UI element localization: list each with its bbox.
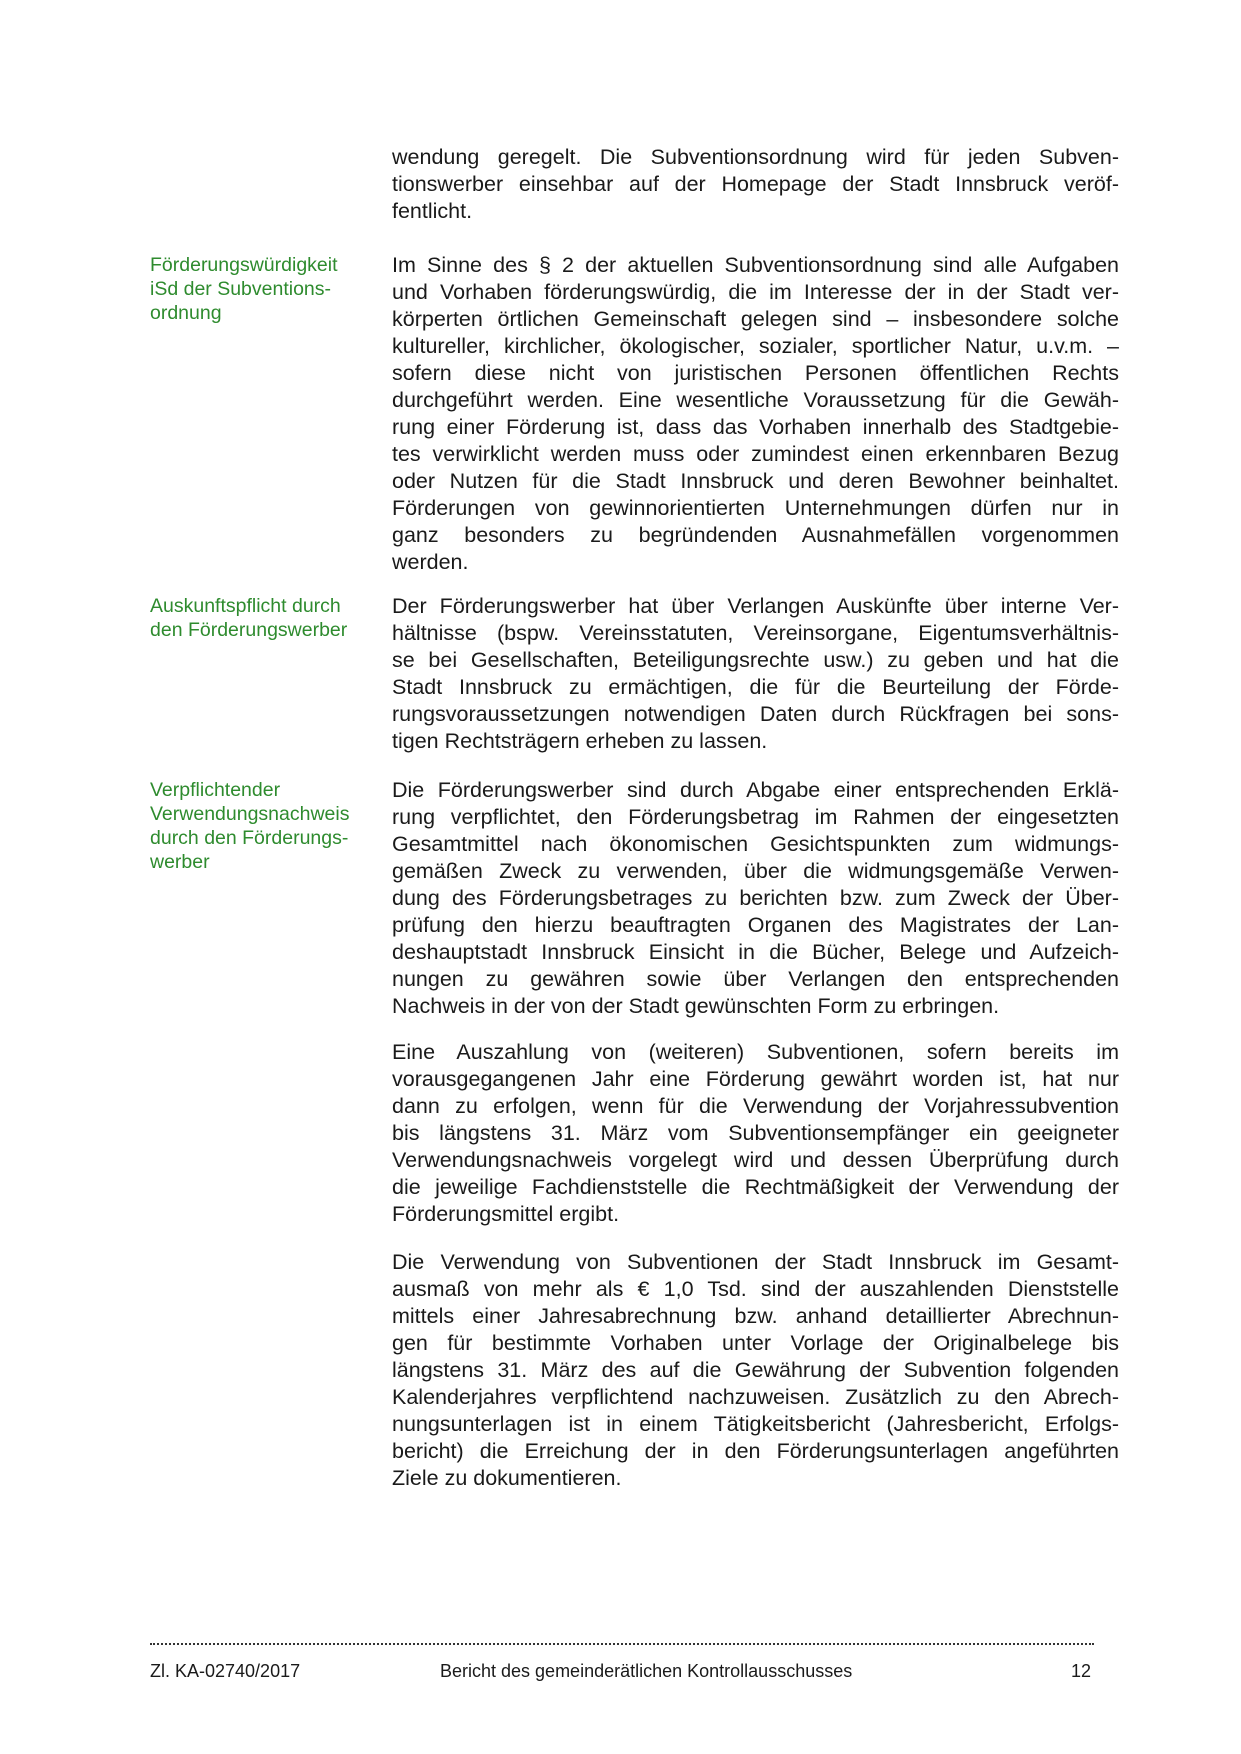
body-line: Nachweis in der von der Stadt gewünschten Form zu erbringen. bbox=[392, 994, 1000, 1018]
margin-note bbox=[150, 778, 370, 874]
section-body bbox=[392, 1039, 1119, 1228]
body-line: Eine Auszahlung von (weiteren) Subventionen, sofern bereits im bbox=[392, 1040, 1119, 1064]
body-line: Förderungsmittel ergibt. bbox=[392, 1202, 620, 1226]
margin-note-line: den Förderungswerber bbox=[150, 619, 348, 641]
body-line: Förderungen von gewinnorientierten Unternehmungen dürfen nur in bbox=[392, 496, 1119, 520]
section-body bbox=[392, 144, 1119, 225]
margin-note-line: Förderungswürdigkeit bbox=[150, 254, 338, 276]
margin-note bbox=[150, 253, 370, 325]
body-line: bericht) die Erreichung der in den Förderungsunterlagen angeführten bbox=[392, 1439, 1119, 1463]
body-line: rung verpflichtet, den Förderungsbetrag im Rahmen der eingesetzten bbox=[392, 805, 1119, 829]
body-line: se bei Gesellschaften, Beteiligungsrechte usw.) zu geben und hat die bbox=[392, 648, 1119, 672]
body-line: dann zu erfolgen, wenn für die Verwendung der Vorjahressubvention bbox=[392, 1094, 1119, 1118]
body-line: die jeweilige Fachdienststelle die Rechtmäßigkeit der Verwendung der bbox=[392, 1175, 1119, 1199]
body-line: rungsvoraussetzungen notwendigen Daten durch Rückfragen bei sons- bbox=[392, 702, 1119, 726]
body-line: tionswerber einsehbar auf der Homepage der Stadt Innsbruck veröf- bbox=[392, 172, 1119, 196]
body-line: mittels einer Jahresabrechnung bzw. anhand detaillierter Abrechnun- bbox=[392, 1304, 1119, 1328]
body-line: deshauptstadt Innsbruck Einsicht in die Bücher, Belege und Aufzeich- bbox=[392, 940, 1119, 964]
body-line: und Vorhaben förderungswürdig, die im Interesse der in der Stadt ver- bbox=[392, 280, 1119, 304]
body-line: ganz besonders zu begründenden Ausnahmefällen vorgenommen bbox=[392, 523, 1119, 547]
body-line: Der Förderungswerber hat über Verlangen Auskünfte über interne Ver- bbox=[392, 594, 1119, 618]
margin-note-line: Verwendungsnachweis bbox=[150, 803, 350, 825]
body-line: körperten örtlichen Gemeinschaft gelegen sind – insbesondere solche bbox=[392, 307, 1119, 331]
body-line: tigen Rechtsträgern erheben zu lassen. bbox=[392, 729, 768, 753]
body-line: Die Förderungswerber sind durch Abgabe einer entsprechenden Erklä- bbox=[392, 778, 1119, 802]
body-line: kultureller, kirchlicher, ökologischer, sozialer, sportlicher Natur, u.v.m. – bbox=[392, 334, 1119, 358]
body-line: ausmaß von mehr als € 1,0 Tsd. sind der auszahlenden Dienststelle bbox=[392, 1277, 1119, 1301]
body-line: tes verwirklicht werden muss oder zumindest einen erkennbaren Bezug bbox=[392, 442, 1119, 466]
margin-note-line: ordnung bbox=[150, 302, 222, 324]
body-line: Kalenderjahres verpflichtend nachzuweisen. Zusätzlich zu den Abrech- bbox=[392, 1385, 1119, 1409]
footer-reference: Zl. KA-02740/2017 bbox=[150, 1661, 301, 1681]
body-line: fentlicht. bbox=[392, 199, 473, 223]
margin-note-line: iSd der Subventions- bbox=[150, 278, 332, 300]
body-line: Verwendungsnachweis vorgelegt wird und dessen Überprüfung durch bbox=[392, 1148, 1119, 1172]
footer-title: Bericht des gemeinderätlichen Kontrollausschusses bbox=[440, 1661, 853, 1681]
body-line: Stadt Innsbruck zu ermächtigen, die für die Beurteilung der Förde- bbox=[392, 675, 1119, 699]
page-number: 12 bbox=[1071, 1661, 1092, 1681]
section-body bbox=[392, 777, 1119, 1020]
section-body bbox=[392, 252, 1119, 576]
body-line: werden. bbox=[392, 550, 469, 574]
body-line: wendung geregelt. Die Subventionsordnung wird für jeden Subven- bbox=[392, 145, 1119, 169]
body-line: Im Sinne des § 2 der aktuellen Subventionsordnung sind alle Aufgaben bbox=[392, 253, 1119, 277]
margin-note-line: werber bbox=[150, 851, 210, 873]
body-line: nungen zu gewähren sowie über Verlangen den entsprechenden bbox=[392, 967, 1119, 991]
body-line: längstens 31. März des auf die Gewährung der Subvention folgenden bbox=[392, 1358, 1119, 1382]
body-line: oder Nutzen für die Stadt Innsbruck und deren Bewohner beinhaltet. bbox=[392, 469, 1119, 493]
body-line: gemäßen Zweck zu verwenden, über die widmungsgemäße Verwen- bbox=[392, 859, 1119, 883]
body-line: sofern diese nicht von juristischen Personen öffentlichen Rechts bbox=[392, 361, 1119, 385]
body-line: gen für bestimmte Vorhaben unter Vorlage der Originalbelege bis bbox=[392, 1331, 1119, 1355]
body-line: Die Verwendung von Subventionen der Stadt Innsbruck im Gesamt- bbox=[392, 1250, 1119, 1274]
body-line: Ziele zu dokumentieren. bbox=[392, 1466, 622, 1490]
body-line: bis längstens 31. März vom Subventionsempfänger ein geeigneter bbox=[392, 1121, 1119, 1145]
margin-note-line: durch den Förderungs- bbox=[150, 827, 349, 849]
margin-note-line: Verpflichtender bbox=[150, 779, 281, 801]
body-line: durchgeführt werden. Eine wesentliche Voraussetzung für die Gewäh- bbox=[392, 388, 1119, 412]
margin-note bbox=[150, 594, 370, 642]
body-line: prüfung den hierzu beauftragten Organen des Magistrates der Lan- bbox=[392, 913, 1119, 937]
body-line: dung des Förderungsbetrages zu berichten bzw. zum Zweck der Über- bbox=[392, 886, 1119, 910]
body-line: rung einer Förderung ist, dass das Vorhaben innerhalb des Stadtgebie- bbox=[392, 415, 1119, 439]
body-line: nungsunterlagen ist in einem Tätigkeitsbericht (Jahresbericht, Erfolgs- bbox=[392, 1412, 1119, 1436]
body-line: Gesamtmittel nach ökonomischen Gesichtspunkten zum widmungs- bbox=[392, 832, 1119, 856]
body-line: vorausgegangenen Jahr eine Förderung gewährt worden ist, hat nur bbox=[392, 1067, 1119, 1091]
section-body bbox=[392, 593, 1119, 755]
body-line: hältnisse (bspw. Vereinsstatuten, Vereinsorgane, Eigentumsverhältnis- bbox=[392, 621, 1119, 645]
footer-dotted-rule bbox=[150, 1643, 1094, 1645]
section-body bbox=[392, 1249, 1119, 1492]
margin-note-line: Auskunftspflicht durch bbox=[150, 595, 341, 617]
